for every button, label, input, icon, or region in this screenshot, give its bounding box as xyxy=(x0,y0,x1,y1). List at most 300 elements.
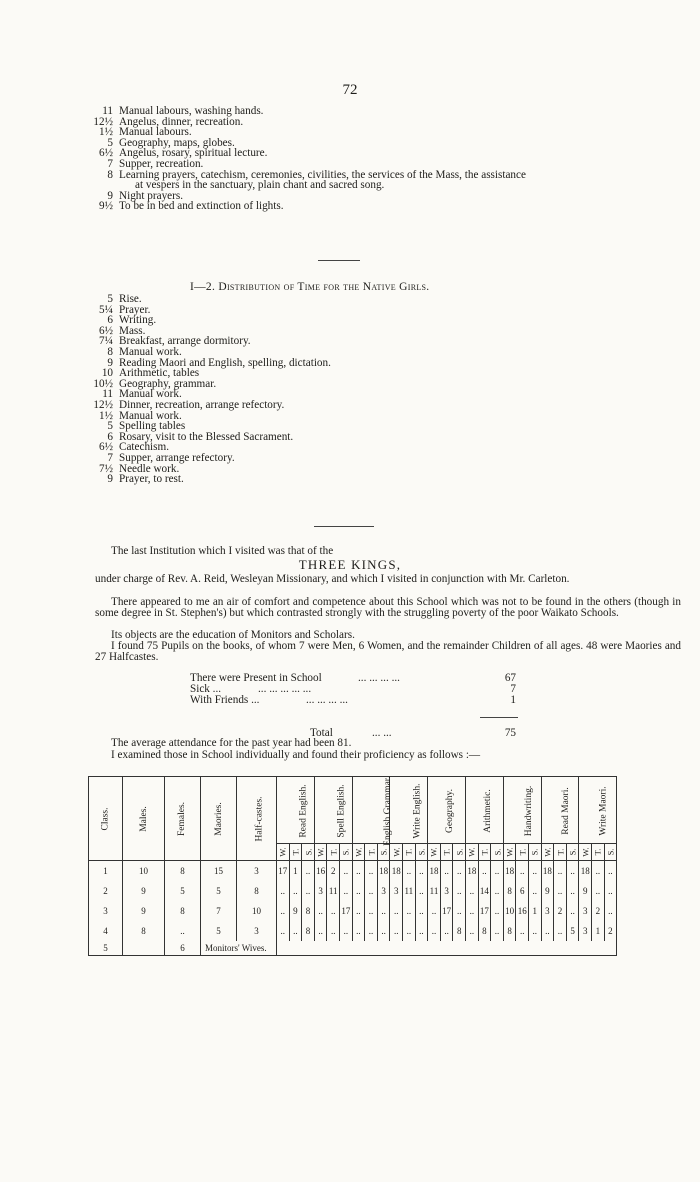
grade-cell: 11 xyxy=(428,881,441,901)
grade-cell: 2 xyxy=(604,921,617,941)
grade-cell: .. xyxy=(403,861,416,882)
column-header-text: Class. xyxy=(100,807,111,831)
grade-cell: 18 xyxy=(390,861,403,882)
grade-cell: 9 xyxy=(289,901,302,921)
table-cell: 1 xyxy=(89,861,123,882)
summary-friends-label: With Friends ... xyxy=(190,694,260,706)
schedule-time: 5¼ xyxy=(99,303,113,316)
grade-cell: .. xyxy=(592,861,605,882)
subject-header-text: English Grammar. xyxy=(382,775,393,846)
grade-cell: .. xyxy=(440,861,453,882)
grade-subheader xyxy=(327,844,340,861)
schedule-activity: Arithmetic, tables xyxy=(119,367,200,380)
schedule-activity: Needle work. xyxy=(119,462,180,475)
schedule-time: 7½ xyxy=(99,462,113,475)
grade-subheader xyxy=(541,844,554,861)
schedule-time: 10 xyxy=(101,367,113,380)
grade-cell: .. xyxy=(554,881,567,901)
proficiency-table xyxy=(88,776,617,956)
schedule-activity: Learning prayers, catechism, ceremonies, civilities, the services of the Mass, the assistance xyxy=(119,168,526,181)
grade-subheader xyxy=(466,844,479,861)
subject-header xyxy=(352,775,393,846)
subject-header xyxy=(503,777,541,844)
grade-cell: .. xyxy=(491,861,504,882)
summary-sick-value: 7 xyxy=(510,683,516,695)
grade-subheader-text: S. xyxy=(605,848,616,856)
grade-cell: .. xyxy=(289,921,302,941)
grade-subheader-text: S. xyxy=(302,848,313,856)
grade-subheader-text: T. xyxy=(403,848,414,856)
subject-header-text: Spell English. xyxy=(336,783,347,838)
schedule-time: 11 xyxy=(102,105,113,117)
schedule-activity: Manual labours, washing hands. xyxy=(119,105,264,117)
grade-subheader-text: W. xyxy=(391,847,402,857)
grade-subheader-text: T. xyxy=(290,848,301,856)
grade-subheader xyxy=(566,844,579,861)
schedule-time: 12½ xyxy=(93,398,113,411)
grade-cell: 16 xyxy=(516,901,529,921)
grade-cell: .. xyxy=(428,921,441,941)
table-cell: 8 xyxy=(123,921,165,941)
grade-cell: .. xyxy=(327,901,340,921)
grade-subheader xyxy=(579,844,592,861)
grade-cell: .. xyxy=(365,881,378,901)
grade-subheader-text: T. xyxy=(366,848,377,856)
grade-cell: 8 xyxy=(503,881,516,901)
grade-subheader-text: W. xyxy=(466,847,477,857)
grade-subheader xyxy=(592,844,605,861)
grade-cell: .. xyxy=(528,921,541,941)
subject-header-text: Arithmetic. xyxy=(482,788,493,833)
grade-cell: .. xyxy=(277,921,290,941)
grade-cell: .. xyxy=(365,861,378,882)
subject-header-text: Geography. xyxy=(445,788,456,833)
grade-cell: 17 xyxy=(440,901,453,921)
grade-cell: .. xyxy=(415,861,428,882)
divider xyxy=(314,526,374,527)
grade-subheader-text: W. xyxy=(353,847,364,857)
intro-line: The last Institution which I visited was that of the xyxy=(111,545,334,557)
paragraph-charge: under charge of Rev. A. Reid, Wesleyan Missionary, and which I visited in conjunction with Mr. Carleton. xyxy=(95,573,570,585)
grade-subheader xyxy=(302,844,315,861)
grade-cell: .. xyxy=(365,901,378,921)
table-cell: 8 xyxy=(237,881,277,901)
grade-cell: .. xyxy=(352,921,365,941)
grade-cell: .. xyxy=(340,881,353,901)
grade-cell: .. xyxy=(277,901,290,921)
table-cell: 5 xyxy=(201,921,237,941)
grade-cell: 17 xyxy=(340,901,353,921)
schedule-activity: Supper, arrange refectory. xyxy=(119,451,235,464)
grade-subheader xyxy=(453,844,466,861)
schedule-activity: Rosary, visit to the Blessed Sacrament. xyxy=(119,430,294,443)
schedule-row xyxy=(95,400,655,411)
grade-cell: .. xyxy=(440,921,453,941)
grade-cell: .. xyxy=(365,921,378,941)
grade-subheader-text: S. xyxy=(416,848,427,856)
subject-header xyxy=(390,777,428,844)
grade-subheader-text: W. xyxy=(277,847,288,857)
schedule-time: 9½ xyxy=(99,200,113,213)
schedule-time: 5 xyxy=(107,293,113,305)
grade-cell: .. xyxy=(415,921,428,941)
grade-subheader xyxy=(491,844,504,861)
grade-cell: 18 xyxy=(579,861,592,882)
schedule-time: 9 xyxy=(107,356,113,369)
table-cell: 2 xyxy=(89,881,123,901)
summary-friends-value: 1 xyxy=(510,694,516,706)
column-header-text: Females. xyxy=(177,801,188,837)
schedule-activity: Geography, maps, globes. xyxy=(119,136,235,149)
page-number: 72 xyxy=(342,82,358,98)
schedule-activity: Reading Maori and English, spelling, dictation. xyxy=(119,356,331,369)
schedule-activity: Angelus, dinner, recreation. xyxy=(119,115,244,128)
column-header-text: Half-castes. xyxy=(254,796,265,842)
grade-cell: .. xyxy=(415,901,428,921)
schedule-activity: To be in bed and extinction of lights. xyxy=(119,200,284,213)
schedule-row xyxy=(95,432,655,443)
table-cell xyxy=(277,941,617,956)
grade-subheader xyxy=(365,844,378,861)
grade-cell: 8 xyxy=(503,921,516,941)
grade-cell: 18 xyxy=(377,861,390,882)
grade-cell: 17 xyxy=(277,861,290,882)
attendance-summary xyxy=(0,672,700,742)
grade-subheader-text: S. xyxy=(529,848,540,856)
schedule-time: 1½ xyxy=(99,126,113,139)
subject-header xyxy=(541,777,579,844)
schedule-activity: Manual labours. xyxy=(119,126,192,139)
grade-cell: 11 xyxy=(403,881,416,901)
grade-cell: .. xyxy=(390,921,403,941)
schedule-time: 7 xyxy=(107,451,113,464)
section-title-text: Distribution of Time for the Native Girls. xyxy=(218,281,430,293)
grade-cell: .. xyxy=(403,921,416,941)
paragraph-examined: I examined those in School individually and found their proficiency as follows :— xyxy=(111,749,481,761)
grade-cell: .. xyxy=(566,861,579,882)
paragraph-comfort: There appeared to me an air of comfort and competence about this School which was not to be found in the others (though in some degree in St. Stephen's) but which contrasted strongly with the struggling poverty of the poor Waikato Schools. xyxy=(95,596,681,620)
schedule-row xyxy=(95,305,655,316)
girls-schedule xyxy=(95,294,655,485)
schedule-time: 6 xyxy=(107,430,113,443)
grade-subheader-text: T. xyxy=(517,848,528,856)
schedule-time: 7 xyxy=(107,157,113,170)
monitors-wives-note: Monitors' Wives. xyxy=(201,941,277,956)
table-cell: 9 xyxy=(123,901,165,921)
total-dots: ... ... xyxy=(372,727,392,739)
grade-subheader xyxy=(440,844,453,861)
table-cell: 7 xyxy=(201,901,237,921)
grade-cell: .. xyxy=(604,881,617,901)
grade-cell: 3 xyxy=(579,901,592,921)
grade-cell: .. xyxy=(516,921,529,941)
grade-subheader-text: W. xyxy=(315,847,326,857)
subject-header xyxy=(579,777,617,844)
schedule-activity: Supper, recreation. xyxy=(119,157,204,170)
schedule-time: 8 xyxy=(107,168,113,181)
table-cell: 15 xyxy=(201,861,237,882)
subject-header-text: Write English. xyxy=(412,782,423,839)
grade-subheader xyxy=(604,844,617,861)
schedule-activity: Catechism. xyxy=(119,441,170,454)
schedule-time: 9 xyxy=(107,189,113,202)
grade-cell: .. xyxy=(604,901,617,921)
grade-subheader xyxy=(289,844,302,861)
grade-subheader xyxy=(390,844,403,861)
grade-cell: .. xyxy=(541,921,554,941)
grade-cell: 2 xyxy=(327,861,340,882)
grade-cell: .. xyxy=(528,881,541,901)
schedule-activity: Manual work. xyxy=(119,345,182,358)
schedule-row xyxy=(95,347,655,358)
grade-cell: 18 xyxy=(428,861,441,882)
grade-subheader-text: W. xyxy=(580,847,591,857)
grade-cell: .. xyxy=(453,861,466,882)
table-cell: 3 xyxy=(237,921,277,941)
schedule-time: 9 xyxy=(107,473,113,486)
grade-cell: .. xyxy=(604,861,617,882)
grade-cell: .. xyxy=(453,881,466,901)
schedule-activity: Manual work. xyxy=(119,388,182,401)
grade-cell: .. xyxy=(466,881,479,901)
grade-cell: .. xyxy=(289,881,302,901)
grade-cell: .. xyxy=(554,921,567,941)
schedule-time: 7¼ xyxy=(99,335,113,348)
table-row xyxy=(89,921,617,941)
subject-header-text: Handwriting. xyxy=(524,785,534,836)
schedule-activity: Spelling tables xyxy=(119,420,186,433)
grade-cell: 11 xyxy=(327,881,340,901)
grade-cell: .. xyxy=(277,881,290,901)
grade-subheader-text: S. xyxy=(340,848,351,856)
column-header xyxy=(89,777,123,861)
total-value: 75 xyxy=(504,727,516,739)
grade-subheader-text: T. xyxy=(441,848,452,856)
schedule-time: 1½ xyxy=(99,409,113,422)
grade-cell: .. xyxy=(516,861,529,882)
schedule-time: 10½ xyxy=(93,377,113,390)
grade-cell: .. xyxy=(415,881,428,901)
schedule-time: 6½ xyxy=(99,441,113,454)
schedule-time: 8 xyxy=(107,345,113,358)
grade-subheader xyxy=(528,844,541,861)
table-cell: 10 xyxy=(237,901,277,921)
grade-cell: 8 xyxy=(453,921,466,941)
schedule-activity: Manual work. xyxy=(119,409,182,422)
schedule-activity: Prayer, to rest. xyxy=(119,473,184,486)
grade-cell: 18 xyxy=(503,861,516,882)
column-header-text: Maories. xyxy=(213,802,224,836)
table-cell: .. xyxy=(165,921,201,941)
grade-cell: 3 xyxy=(314,881,327,901)
column-header xyxy=(237,777,277,861)
table-cell: 9 xyxy=(123,881,165,901)
paragraph-attendance: The average attendance for the past year had been 81. xyxy=(111,737,352,749)
grade-cell: .. xyxy=(466,921,479,941)
subject-header-text: Read Maori. xyxy=(560,786,571,835)
grade-cell: 1 xyxy=(592,921,605,941)
grade-cell: 17 xyxy=(478,901,491,921)
grade-subheader xyxy=(377,844,390,861)
grade-subheader-text: W. xyxy=(429,847,440,857)
column-header-text: Males. xyxy=(138,806,149,832)
grade-subheader-text: W. xyxy=(542,847,553,857)
grade-subheader xyxy=(503,844,516,861)
schedule-activity: Geography, grammar. xyxy=(119,377,217,390)
grade-subheader xyxy=(478,844,491,861)
schedule-activity: Dinner, recreation, arrange refectory. xyxy=(119,398,285,411)
grade-cell: .. xyxy=(554,861,567,882)
grade-cell: 2 xyxy=(554,901,567,921)
grade-subheader xyxy=(516,844,529,861)
paragraph-objects: Its objects are the education of Monitors and Scholars. xyxy=(111,629,355,641)
grade-subheader-text: T. xyxy=(479,848,490,856)
column-header xyxy=(123,777,165,861)
grade-cell: .. xyxy=(478,861,491,882)
grade-cell: .. xyxy=(453,901,466,921)
grade-cell: .. xyxy=(428,901,441,921)
schedule-activity: at vespers in the sanctuary, plain chant and sacred song. xyxy=(135,179,385,192)
grade-cell: .. xyxy=(302,881,315,901)
grade-cell: 3 xyxy=(579,921,592,941)
table-cell xyxy=(123,941,165,956)
school-name: THREE KINGS, xyxy=(298,557,402,572)
divider xyxy=(318,260,360,261)
grade-cell: .. xyxy=(466,901,479,921)
schedule-row xyxy=(95,106,655,117)
table-cell: 5 xyxy=(165,881,201,901)
schedule-row xyxy=(95,159,655,170)
grade-cell: .. xyxy=(314,901,327,921)
schedule-row xyxy=(95,315,655,326)
grade-subheader xyxy=(314,844,327,861)
section-title-prefix: I—2. xyxy=(190,281,216,293)
grade-subheader xyxy=(352,844,365,861)
grade-cell: .. xyxy=(327,921,340,941)
grade-cell: 2 xyxy=(592,901,605,921)
grade-cell: .. xyxy=(352,901,365,921)
summary-present-value: 67 xyxy=(504,672,516,684)
paragraph-pupils: I found 75 Pupils on the books, of whom 7 were Men, 6 Women, and the remainder Children of all ages. 48 were Maories and 27 Halfcastes. xyxy=(95,640,681,664)
grade-cell: 16 xyxy=(314,861,327,882)
grade-cell: .. xyxy=(528,861,541,882)
grade-subheader-text: W. xyxy=(504,847,515,857)
schedule-activity: Breakfast, arrange dormitory. xyxy=(119,335,251,348)
boys-schedule xyxy=(95,106,655,212)
schedule-row xyxy=(95,201,655,212)
schedule-time: 12½ xyxy=(93,115,113,128)
grade-subheader xyxy=(428,844,441,861)
summary-dots: ... ... ... ... ... xyxy=(258,683,312,695)
grade-cell: 14 xyxy=(478,881,491,901)
grade-subheader-text: S. xyxy=(378,848,389,856)
grade-subheader xyxy=(277,844,290,861)
grade-subheader-text: T. xyxy=(555,848,565,856)
subject-header-text: Write Maori. xyxy=(599,785,610,836)
table-row xyxy=(89,901,617,921)
grade-subheader-text: T. xyxy=(592,848,603,856)
grade-cell: .. xyxy=(592,881,605,901)
grade-cell: 10 xyxy=(503,901,516,921)
grade-cell: 1 xyxy=(289,861,302,882)
grade-subheader-text: T. xyxy=(328,848,339,856)
table-cell: 6 xyxy=(165,941,201,956)
grade-cell: 9 xyxy=(541,881,554,901)
table-cell: 3 xyxy=(237,861,277,882)
grade-cell: .. xyxy=(377,921,390,941)
table-row xyxy=(89,881,617,901)
grade-cell: 18 xyxy=(541,861,554,882)
schedule-activity: Night prayers. xyxy=(119,189,184,202)
grade-cell: .. xyxy=(403,901,416,921)
subject-header xyxy=(277,777,315,844)
grade-cell: .. xyxy=(377,901,390,921)
schedule-time: 5 xyxy=(107,420,113,433)
grade-cell: 8 xyxy=(302,901,315,921)
grade-cell: .. xyxy=(566,901,579,921)
schedule-time: 6½ xyxy=(99,324,113,337)
grade-cell: 6 xyxy=(516,881,529,901)
grade-cell: 3 xyxy=(377,881,390,901)
grade-subheader-text: S. xyxy=(567,848,578,856)
subject-header-text: Read English. xyxy=(298,783,309,838)
grade-cell: 9 xyxy=(579,881,592,901)
section-title xyxy=(190,281,429,293)
grade-cell: .. xyxy=(352,881,365,901)
table-cell: 4 xyxy=(89,921,123,941)
table-cell: 8 xyxy=(165,901,201,921)
subject-header xyxy=(314,777,352,844)
schedule-row xyxy=(95,474,655,485)
schedule-time: 6 xyxy=(107,314,113,327)
grade-cell: .. xyxy=(314,921,327,941)
table-cell: 10 xyxy=(123,861,165,882)
total-label: Total xyxy=(310,727,333,739)
grade-cell: 18 xyxy=(466,861,479,882)
grade-cell: 5 xyxy=(566,921,579,941)
subject-header xyxy=(428,777,466,844)
grade-cell: 3 xyxy=(390,881,403,901)
schedule-activity: Prayer. xyxy=(119,303,151,316)
total-rule xyxy=(480,717,518,718)
schedule-activity: Rise. xyxy=(119,293,142,305)
grade-subheader-text: S. xyxy=(454,848,465,856)
grade-subheader xyxy=(403,844,416,861)
summary-sick-label: Sick ... xyxy=(190,683,222,695)
column-header xyxy=(165,777,201,861)
schedule-time: 6½ xyxy=(99,147,113,160)
schedule-row xyxy=(95,453,655,464)
grade-cell: .. xyxy=(340,921,353,941)
subject-header xyxy=(466,777,504,844)
grade-cell: 1 xyxy=(528,901,541,921)
grade-cell: .. xyxy=(390,901,403,921)
table-cell: 5 xyxy=(89,941,123,956)
grade-subheader xyxy=(415,844,428,861)
table-cell: 5 xyxy=(201,881,237,901)
grade-cell: .. xyxy=(352,861,365,882)
schedule-time: 5 xyxy=(107,136,113,149)
grade-cell: .. xyxy=(491,901,504,921)
grade-cell: .. xyxy=(340,861,353,882)
grade-cell: .. xyxy=(302,861,315,882)
grade-cell: .. xyxy=(491,921,504,941)
table-cell: 8 xyxy=(165,861,201,882)
grade-cell: 8 xyxy=(302,921,315,941)
schedule-activity: Writing. xyxy=(119,314,157,327)
grade-cell: .. xyxy=(491,881,504,901)
schedule-activity: Mass. xyxy=(119,324,146,337)
